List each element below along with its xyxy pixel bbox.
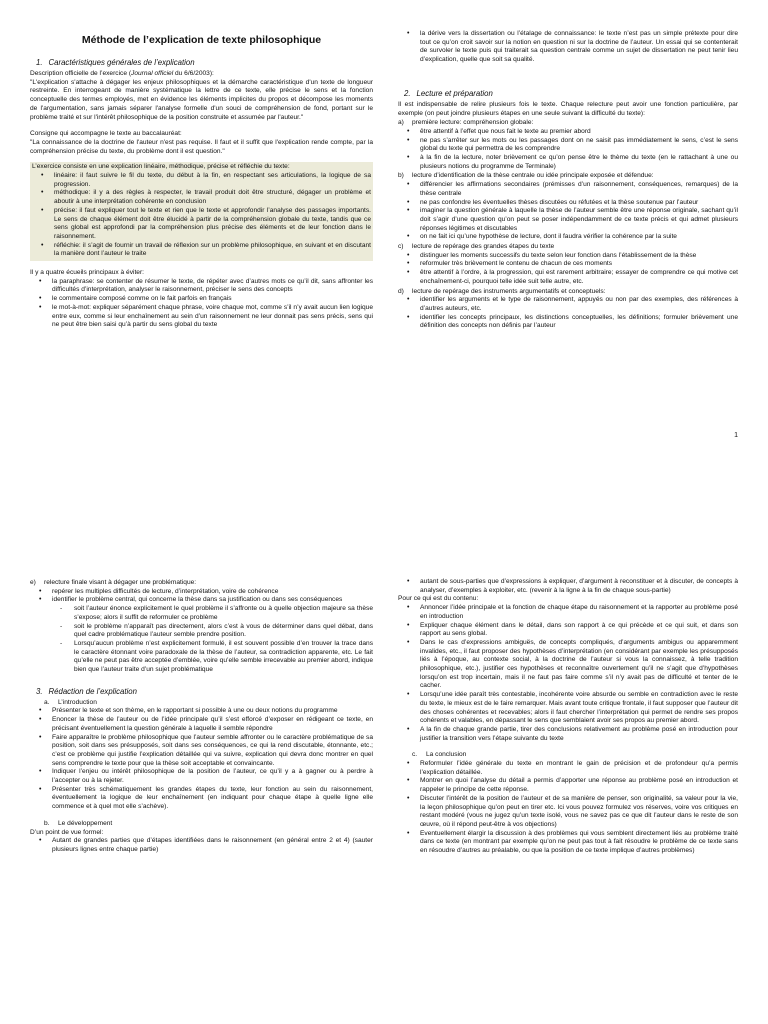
formal-label: D’un point de vue formel: (30, 828, 104, 836)
reading-a-item: • ne pas s’arrêter sur les mots ou les passages dont on ne saisit pas immédiatement le sens, c’est le sens global du texte qui permettra de les comprendre (398, 137, 738, 154)
writing-a-item: • Présenter très schématiquement les grandes étapes du texte, leur fonction au sein du raisonnement, éventuellement la logique de leur enchaînement (en indiquant pour chaque étape à quelle ligne elle commence et à quel mot elle s’achève). (30, 786, 373, 812)
box-item: • précise: il faut expliquer tout le texte et rien que le texte et approfondir l’analyse des passages importants. Le sens de chaque élément doit être élucidé à partir de la compréhension globale du texte, tandis que ce sens global est approfondi par la compréhension plus précise des éléments et de leur fonction dans le raisonnement. (32, 207, 371, 242)
reading-b-label: lecture d’identification de la thèse centrale ou idée principale exposée et défendue: (412, 172, 654, 180)
reading-e (30, 579, 373, 588)
reading-e-letter: e) (30, 579, 36, 586)
reading-a-item: • être attentif à l’effet que nous fait le texte au premier abord (398, 128, 738, 137)
conclusion-item: • Montrer en quoi l’analyse du détail a permis d’apporter une réponse au problème posé en introduction et rappeler le principe de cette réponse. (398, 777, 738, 794)
page2-right-column (398, 578, 738, 856)
desc-pre: Description officielle de l’exercice ( (30, 70, 132, 77)
reading-e-item: • repérer les multiples difficultés de lecture, d’interprétation, voire de cohérence (30, 588, 373, 597)
writing-c-letter: c. (412, 751, 418, 759)
page-number: 1 (734, 432, 738, 439)
document-page-1 (0, 0, 768, 460)
desc-post: du 6/6/2003): (173, 70, 214, 77)
section1-number: 1. (36, 58, 43, 67)
content-item: • Dans le cas d’expressions ambiguës, de concepts compliqués, d’arguments ambigus ou apparemment invalides, etc., il faut proposer des hypothèses d’interprétation (en considérant par exemple les présupposés liés à l’époque, au contexte social, à la doctrine de l’auteur si vous la connaissez, à telle tradition philosophique, etc.), justifier ces hypothèses et reconnaître ouvertement qu’il ne s’agit que d’hypothèses lorsqu’on est trop incertain, mais il ne faut pas faire comme s’il n’y avait pas de difficulté et tenter de le cacher. (398, 639, 738, 691)
content-label: Pour ce qui est du contenu: (398, 595, 479, 603)
ecueil-item: • la dérive vers la dissertation ou l’étalage de connaissance: le texte n’est pas un simple prétexte pour dire tout ce qu’on croit savoir sur la notion en question ni sur la doctrine de l’auteur. Un essai qui se contenterait de survoler le texte puis qui traiterait sa question centrale comme un sujet de dissertation ne peut tenir lieu d’explication, quelle que soit sa qualité. (398, 30, 738, 65)
content-list (398, 604, 738, 743)
content-item: • Lorsqu’une idée paraît très contestable, incohérente voire absurde ou semble en contradiction avec le reste du texte, le mieux est de le faire remarquer. Mais avant toute critique frontale, il faut supposer que l’auteur dit des choses cohérentes et recevables; alors il faut chercher l’interprétation qui permet de rendre ses propos cohérents et valables, en dépassant le sens que semblaient avoir ses propos au premier abord. (398, 691, 738, 726)
reading-c-item: • distinguer les moments successifs du texte selon leur fonction dans l’établissement de la thèse (398, 252, 738, 261)
reading-c-letter: c) (398, 243, 404, 251)
reading-d (398, 288, 738, 297)
reading-c (398, 243, 738, 252)
box-item: • réfléchie: il s’agit de fournir un travail de réflexion sur un problème philosophique, en suivant et en discutant la manière dont l’auteur le traite (32, 242, 371, 259)
ecueils-list-continued (398, 30, 738, 65)
reading-a-label: première lecture: compréhension globale: (412, 119, 534, 127)
consigne-label: Consigne qui accompagne le texte au baccalauréat: (30, 130, 182, 138)
consigne-quote: "La connaissance de la doctrine de l'auteur n'est pas requise. Il faut et il suffit que l'explication rende compte, par la compréhension précise du texte, du problème dont il est question." (30, 138, 373, 155)
content-item: • Expliquer chaque élément dans le détail, dans son rapport à ce qui précède et ce qui suit, et dans son rapport au sens global. (398, 622, 738, 639)
reading-c-item: • être attentif à l’ordre, à la progression, qui est rarement arbitraire; essayer de comprendre ce qui motive cet enchaînement-ci, pourquoi telle idée suit telle autre, etc. (398, 269, 738, 286)
page1-right-column (398, 30, 738, 331)
document-page-2 (0, 568, 768, 1024)
reading-e-dash-item: - Lorsqu’aucun problème n’est explicitement formulé, il est souvent possible d’en trouver la trace dans le caractère étonnant voire paradoxale de la thèse de l’auteur, sa contradiction apparente, etc. Le fait qu’elle ne peut pas être acceptée d’emblée, voire qu’elle semble irrecevable au premier abord, indique bien que l’auteur traite d’un sujet problématique (30, 640, 373, 675)
page1-left-column (30, 30, 373, 330)
writing-a-letter: a. (44, 698, 50, 706)
writing-b-letter: b. (44, 819, 50, 827)
section3-title: Rédaction de l’explication (48, 686, 137, 696)
section3-number: 3. (36, 686, 43, 696)
section2-number: 2. (404, 88, 411, 98)
highlighted-box (30, 162, 373, 261)
reading-c-label: lecture de repérage des grandes étapes du texte (412, 243, 555, 251)
content-item: • Annoncer l’idée principale et la fonction de chaque étape du raisonnement et la rapporter au problème posé en introduction (398, 604, 738, 621)
section1-heading (36, 58, 373, 67)
section3-heading (36, 687, 373, 696)
reading-d-item: • identifier les concepts principaux, les distinctions conceptuelles, les définitions; formuler brièvement une définition des concepts non définis par l’auteur (398, 314, 738, 331)
box-intro: L’exercice consiste en une explication linéaire, méthodique, précise et réfléchie du texte: (32, 163, 290, 171)
conclusion-item: • Reformuler l’idée générale du texte en montrant le gain de précision et de profondeur qu’a permis l’explication détaillée. (398, 760, 738, 777)
formal-list-continued (398, 578, 738, 595)
writing-a-item: • Indiquer l’enjeu ou intérêt philosophique de la position de l’auteur, ce qu’il y a à gagner ou à perdre à l’accepter ou à la rejeter. (30, 768, 373, 785)
ecueil-item: • le commentaire composé comme on le fait parfois en français (30, 295, 373, 304)
document-title: Méthode de l’explication de texte philosophique (81, 34, 322, 46)
reading-a-list (398, 128, 738, 172)
writing-c-label: La conclusion (426, 751, 467, 759)
writing-c (398, 751, 738, 760)
reading-a (398, 119, 738, 128)
writing-a-item: • Faire apparaître le problème philosophique que l’auteur semble affronter ou le caractère problématique de sa position, soit dans ses présupposés, soit dans ses conséquences, ce qui la rend discutable, étonnante, etc.; c’est ce problème qui justifie l’explication détaillée qui va suivre, explication qui devra donc montrer en quel sens comprendre le texte pour que la thèse soit acceptable et convaincante. (30, 734, 373, 769)
reading-b-item: • on ne fait ici qu’une hypothèse de lecture, dont il faudra vérifier la cohérence par la suite (398, 233, 738, 242)
box-item: • méthodique: il y a des règles à respecter, le travail produit doit être structuré, dégager un problème et aboutir à une interprétation cohérente en conclusion (32, 189, 371, 206)
section1-title: Caractéristiques générales de l’explication (48, 58, 195, 67)
formal-list (30, 837, 373, 854)
reading-b-letter: b) (398, 172, 404, 180)
reading-b-list (398, 181, 738, 242)
reading-d-letter: d) (398, 287, 404, 295)
reading-b-item: • imaginer la question générale à laquelle la thèse de l’auteur semble être une réponse originale, sachant qu’il doit s’agir d’une question qu’on peut se poser indépendamment de ce texte précis et qui admet plusieurs réponses légitimes et discutables (398, 207, 738, 233)
conclusion-item: • Discuter l’intérêt de la position de l’auteur et de sa manière de penser, son originalité, sa valeur pour la vie, la leçon philosophique qu’on peut en tirer etc. Ici vous pouvez formulez vos réserves, voire vos critiques en restant modéré (vous ne jugez qu’un texte isolé, vous ne savez pas ce que dit l’auteur dans le reste de son œuvre, où il répond peut-être à vos objections) (398, 795, 738, 830)
official-quote: "L'explication s'attache à dégager les enjeux philosophiques et la démarche caractéristique d'un texte de longueur restreinte. En interrogeant de manière systématique la lettre de ce texte, elle précise le sens et la fonction conceptuelle des termes employés, met en évidence les éléments implicites du propos et décompose les moments de l'argumentation, sans jamais séparer l'analyse formelle d'un souci de compréhension de fond, portant sur le problème traité et sur l'intérêt philosophique de la position construite et assumée par l'auteur." (30, 78, 373, 121)
reading-c-list (398, 252, 738, 287)
section2-intro: Il est indispensable de relire plusieurs fois le texte. Chaque relecture peut avoir une fonction particulière, par exemple (on peut joindre plusieurs étapes en une seule suivant la difficulté du texte): (398, 100, 738, 117)
writing-a (30, 699, 373, 708)
box-item: • linéaire: il faut suivre le fil du texte, du début à la fin, en respectant ses articulations, la logique de sa progression. (32, 172, 371, 189)
formal-item: • Autant de grandes parties que d’étapes identifiées dans le raisonnement (en général entre 2 et 4) (sauter plusieurs lignes entre chaque partie) (30, 837, 373, 854)
box-list (32, 172, 371, 259)
section2-title: Lecture et préparation (416, 88, 493, 98)
formal-item: • autant de sous-parties que d’expressions à expliquer, d’argument à reconstituer et à discuter, de concepts à analyser, d’exemples à exploiter, etc. (revenir à la ligne à la fin de chaque sous-partie) (398, 578, 738, 595)
reading-a-letter: a) (398, 119, 404, 127)
conclusion-item: • Eventuellement élargir la discussion à des problèmes qui vous semblent directement liés au problème traité dans ce texte (en montrant par exemple qu’on ne peut pas tout à fait résoudre le problème de ce texte sans en résoudre d’autres au préalable, ou que la position de ce texte implique d’autres problèmes) (398, 830, 738, 856)
writing-b (30, 820, 373, 829)
page-gap (0, 460, 768, 568)
reading-d-label: lecture de repérage des instruments argumentatifs et conceptuels: (412, 287, 606, 295)
reading-e-dash-item: - soit l’auteur énonce explicitement le quel problème il s’affronte ou à quelle objection majeure sa thèse s’expose; alors il suffit de reformuler ce problème (30, 605, 373, 622)
writing-a-label: L’introduction (58, 698, 97, 706)
reading-b-item: • ne pas confondre les éventuelles thèses discutées ou réfutées et la thèse soutenue par l’auteur (398, 199, 738, 208)
reading-a-item: • à la fin de la lecture, noter brièvement ce qu’on pense être le thème du texte (en le rattachant à une ou plusieurs notions du programme de Terminale) (398, 154, 738, 171)
reading-e-dash-list (30, 605, 373, 675)
ecueils-intro: Il y a quatre écueils principaux à éviter: (30, 269, 144, 277)
ecueils-list (30, 278, 373, 330)
content-item: • A la fin de chaque grande partie, tirer des conclusions relativement au problème posé en introduction pour justifier la transition vers l’étape suivante du texte (398, 726, 738, 743)
reading-e-item: • identifier le problème central, qui concerne la thèse dans sa justification ou dans ses conséquences (30, 596, 373, 605)
reading-d-list (398, 296, 738, 331)
official-description-label (30, 70, 373, 79)
writing-a-item: • Enoncer la thèse de l’auteur ou de l’idée principale qu’il s’est efforcé d’exposer en rédigeant ce texte, en précisant éventuellement la question générale à laquelle il semble répondre (30, 716, 373, 733)
reading-e-label: relecture finale visant à dégager une problématique: (44, 579, 197, 586)
reading-e-dash-item: - soit le problème n’apparaît pas directement, alors c’est à vous de déterminer dans quel débat, dans quel cadre problématique l’auteur semble prendre position. (30, 623, 373, 640)
reading-e-list (30, 588, 373, 605)
reading-d-item: • identifier les arguments et le type de raisonnement, appuyés ou non par des exemples, des références à d’autres auteurs, etc. (398, 296, 738, 313)
writing-b-label: Le développement (58, 819, 113, 827)
reading-c-item: • reformuler très brièvement le contenu de chacun de ces moments (398, 260, 738, 269)
reading-b-item: • différencier les affirmations secondaires (prémisses d’un raisonnement, conséquences, remarques) de la thèse centrale (398, 181, 738, 198)
desc-journal: Journal officiel (131, 70, 174, 77)
page2-left-column (30, 578, 373, 855)
reading-b (398, 172, 738, 181)
writing-a-list (30, 707, 373, 811)
writing-a-item: • Présenter le texte et son thème, en le rapportant si possible à une ou deux notions du programme (30, 707, 373, 716)
conclusion-list (398, 760, 738, 856)
ecueil-item: • la paraphrase: se contenter de résumer le texte, de répéter avec d’autres mots ce qu’il dit, sans affronter les difficultés d’interprétation, analyser le raisonnement, préciser le sens des concepts (30, 278, 373, 295)
ecueil-item: • le mot-à-mot: expliquer séparément chaque phrase, voire chaque mot, comme s’il n’y avait aucun lien logique entre eux, comme si leur enchaînement au sein d’un raisonnement ne leur donnait pas sens précis, sens qui ne peut être bien saisi qu’à partir du sens global du texte (30, 304, 373, 330)
section2-heading (404, 89, 738, 98)
